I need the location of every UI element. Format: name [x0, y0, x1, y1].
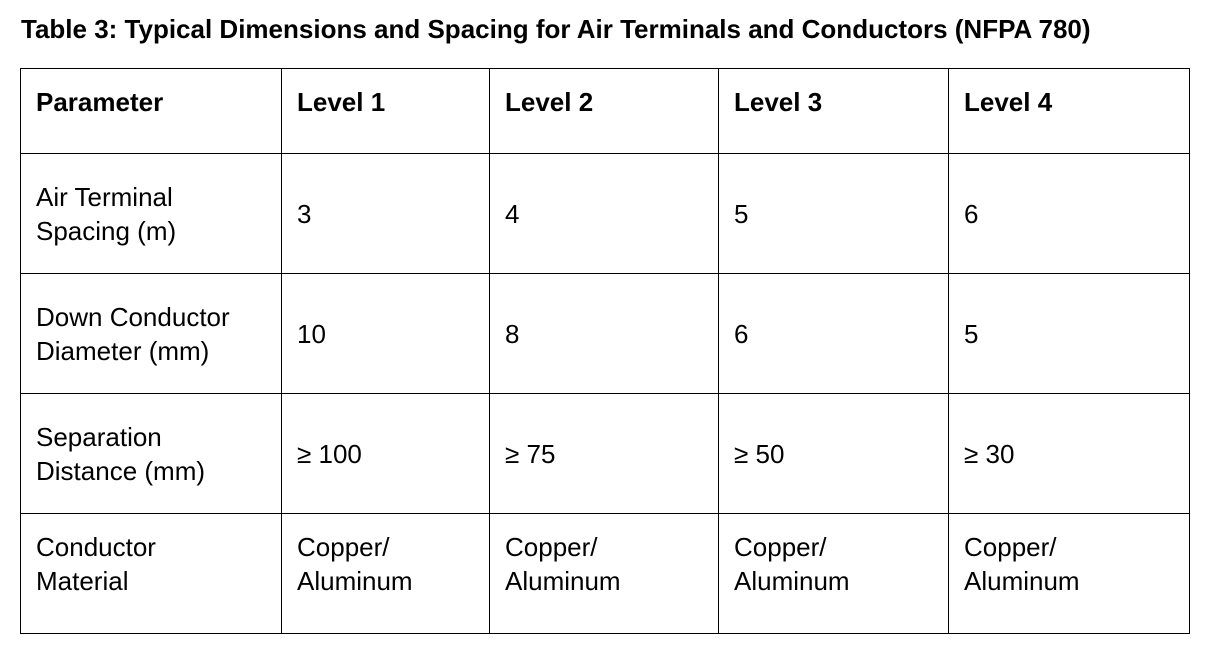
cell-level-2: 8: [490, 274, 719, 394]
cell-level-4: 6: [949, 154, 1190, 274]
cell-line: Aluminum: [505, 566, 621, 596]
dimensions-table: [20, 68, 1190, 634]
cell-level-4: 5: [949, 274, 1190, 394]
header-parameter: Parameter: [21, 69, 282, 154]
table-caption: Table 3: Typical Dimensions and Spacing for Air Terminals and Conductors (NFPA 780): [21, 14, 1091, 44]
cell-level-3: 5: [719, 154, 949, 274]
cell-line: Aluminum: [964, 566, 1080, 596]
cell-line: Copper/: [964, 532, 1057, 562]
cell-level-1: [282, 514, 490, 634]
row-label-line: Air Terminal: [36, 181, 173, 212]
table-row-conductor-material: [21, 514, 1190, 634]
cell-level-1: ≥ 100: [282, 394, 490, 514]
cell-level-4: [949, 514, 1190, 634]
row-label: [21, 394, 282, 514]
cell-level-4: ≥ 30: [949, 394, 1190, 514]
cell-level-2: ≥ 75: [490, 394, 719, 514]
cell-level-1: 3: [282, 154, 490, 274]
header-level-1: Level 1: [282, 69, 490, 154]
cell-line: Aluminum: [734, 566, 850, 596]
table-header-row: [21, 69, 1190, 154]
row-label-line: Separation: [36, 421, 162, 452]
row-label-line: Down Conductor: [36, 301, 230, 332]
row-label-line: Spacing (m): [36, 215, 177, 246]
row-label: [21, 514, 282, 634]
row-label-line: Distance (mm): [36, 455, 206, 486]
cell-line: Copper/: [734, 532, 827, 562]
cell-level-3: ≥ 50: [719, 394, 949, 514]
row-label-line: Material: [36, 566, 129, 596]
cell-level-3: [719, 514, 949, 634]
row-label: [21, 274, 282, 394]
cell-line: Copper/: [505, 532, 598, 562]
row-label-line: Conductor: [36, 532, 156, 562]
cell-level-1: 10: [282, 274, 490, 394]
header-level-4: Level 4: [949, 69, 1190, 154]
cell-level-3: 6: [719, 274, 949, 394]
header-level-3: Level 3: [719, 69, 949, 154]
cell-line: Aluminum: [297, 566, 413, 596]
table-row-air-terminal-spacing: [21, 154, 1190, 274]
row-label-line: Diameter (mm): [36, 335, 210, 366]
table-row-separation-distance: [21, 394, 1190, 514]
cell-level-2: 4: [490, 154, 719, 274]
cell-line: Copper/: [297, 532, 390, 562]
table-row-down-conductor-diameter: [21, 274, 1190, 394]
header-level-2: Level 2: [490, 69, 719, 154]
cell-level-2: [490, 514, 719, 634]
row-label: [21, 154, 282, 274]
